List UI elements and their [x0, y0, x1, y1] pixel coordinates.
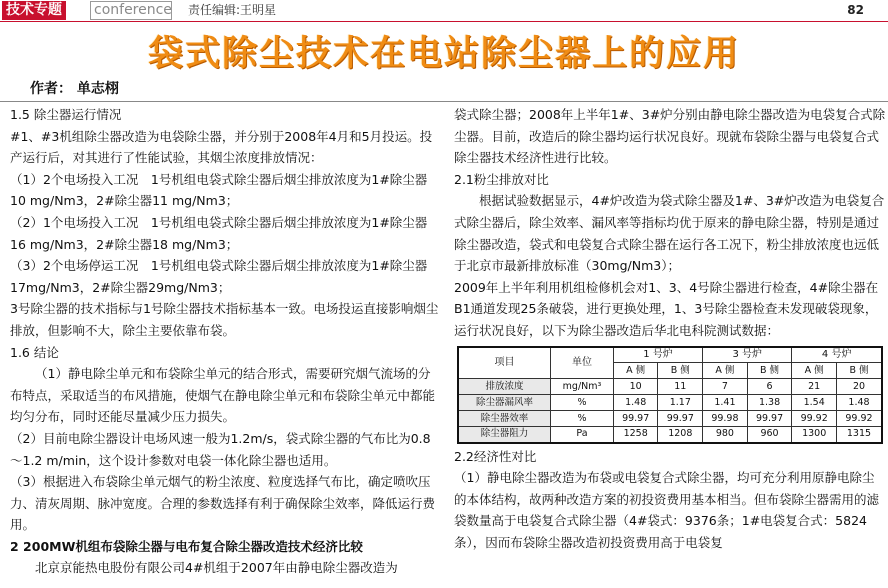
list-item: （3）根据进入布袋除尘单元烟气的粉尘浓度、粒度选择气布比，确定喷吹压力、清灰周期、脉冲宽度。合理的参数选择有利于确保除尘效率，降低运行费用。 — [10, 474, 436, 533]
section-heading: 1.6 结论 — [10, 344, 59, 360]
table-cell: 99.97 — [613, 411, 658, 427]
table-cell: 99.97 — [747, 411, 792, 427]
table-cell: 960 — [747, 427, 792, 443]
section-tag: 技术专题 — [2, 1, 66, 20]
table-header-side: A 侧 — [613, 363, 658, 379]
page-header — [0, 0, 888, 22]
table-cell: 980 — [703, 427, 748, 443]
paragraph: （1）静电除尘器改造为布袋或电袋复合式除尘器，均可充分利用原静电除尘的本体结构，故两种改造方案的初投资费用基本相当。但布袋除尘器需用的滤袋数量高于电袋复合式除尘器（4#袋式：9376条；1#电袋复合式：5824条），因而布袋除尘器改造初投资费用高于电袋复 — [454, 470, 880, 550]
row-label: 除尘器阻力 — [458, 427, 551, 443]
table-header-boiler: 1 号炉 — [613, 347, 702, 363]
list-item: （1）静电除尘单元和布袋除尘单元的结合形式，需要研究烟气流场的分布特点，采取适当的布风措施，使烟气在静电除尘单元和布袋除尘单元中都能均匀分布，同时还能尽量减少压力损失。 — [10, 366, 436, 425]
table-row — [458, 379, 882, 395]
table-cell: 99.92 — [792, 411, 837, 427]
table-cell: 99.98 — [703, 411, 748, 427]
list-item: （1）2个电场投入工况 1号机组电袋式除尘器后烟尘排放浓度为1#除尘器10 mg/Nm3，2#除尘器11 mg/Nm3； — [10, 171, 428, 209]
table-cell: 1.54 — [792, 395, 837, 411]
table-row — [458, 395, 882, 411]
row-unit: % — [551, 395, 614, 411]
paragraph: 根据试验数据显示，4#炉改造为袋式除尘器及1#、3#炉改造为电袋复合式除尘器后，除尘效率、漏风率等指标均优于原来的静电除尘器，特别是通过除尘器改造，袋式和电袋复合式除尘器在运行各工况下，粉尘排放浓度也远低于北京市最新排放标准（30mg/Nm3）； — [454, 193, 885, 274]
paragraph: 2009年上半年利用机组检修机会对1、3、4号除尘器进行检查，4#除尘器在B1通道发现25条破袋，进行更换处理，1、3号除尘器检查未发现破袋现象，运行状况良好，以下为除尘器改造后华北电科院测试数据： — [454, 279, 879, 338]
list-item: （3）2个电场停运工况 1号机组电袋式除尘器后烟尘排放浓度为1#除尘器17mg/Nm3，2#除尘器29mg/Nm3； — [10, 258, 428, 295]
right-column — [454, 104, 886, 554]
row-unit: Pa — [551, 427, 614, 443]
table-header-side: B 侧 — [658, 363, 703, 379]
table-cell: 7 — [703, 379, 748, 395]
table-cell: 10 — [613, 379, 658, 395]
paragraph: 3号除尘器的技术指标与1号除尘器技术指标基本一致。电场投运直接影响烟尘排放，但影响不大，除尘主要依靠布袋。 — [10, 301, 439, 338]
table-cell: 6 — [747, 379, 792, 395]
table-cell: 1.48 — [613, 395, 658, 411]
author-divider — [0, 101, 888, 102]
test-data-table — [457, 346, 883, 444]
editor-credit: 责任编辑:王明星 — [188, 3, 277, 17]
table-cell: 1.41 — [703, 395, 748, 411]
table-cell: 1315 — [836, 427, 882, 443]
table-cell: 20 — [836, 379, 882, 395]
row-unit: % — [551, 411, 614, 427]
table-cell: 1.38 — [747, 395, 792, 411]
table-cell: 99.97 — [658, 411, 703, 427]
article-author: 作者： 单志栩 — [30, 81, 119, 97]
page-number: 82 — [847, 3, 864, 17]
table-row — [458, 427, 882, 443]
section-heading: 2 200MW机组布袋除尘器与电布复合除尘器改造技术经济比较 — [10, 538, 363, 554]
row-unit: mg/Nm³ — [551, 379, 614, 395]
table-header-side: B 侧 — [747, 363, 792, 379]
list-item: （2）1个电场投入工况 1号机组电袋式除尘器后烟尘排放浓度为1#除尘器16 mg/Nm3，2#除尘器18 mg/Nm3； — [10, 214, 428, 252]
table-row — [458, 411, 882, 427]
conference-label: conference — [90, 1, 172, 20]
section-heading: 1.5 除尘器运行情况 — [10, 107, 122, 122]
paragraph: #1、#3机组除尘器改造为电袋除尘器，并分别于2008年4月和5月投运。投产运行后，对其进行了性能试验，其烟尘浓度排放情况： — [10, 128, 433, 166]
row-label: 排放浓度 — [458, 379, 551, 395]
table-header-item: 项目 — [458, 347, 551, 379]
table-header-side: B 侧 — [836, 363, 882, 379]
table-cell: 21 — [792, 379, 837, 395]
row-label: 除尘器漏风率 — [458, 395, 551, 411]
table-cell: 1300 — [792, 427, 837, 443]
article-title: 袋式除尘技术在电站除尘器上的应用 — [147, 34, 740, 74]
table-header-side: A 侧 — [703, 363, 748, 379]
section-heading: 2.2经济性对比 — [454, 448, 537, 464]
table-cell: 11 — [658, 379, 703, 395]
table-cell: 1258 — [613, 427, 658, 443]
table-header-boiler: 4 号炉 — [792, 347, 882, 363]
table-header-boiler: 3 号炉 — [703, 347, 792, 363]
paragraph: 袋式除尘器；2008年上半年1#、3#炉分别由静电除尘器改造为电袋复合式除尘器。目前，改造后的除尘器均运行状况良好。现就布袋除尘器与电袋复合式除尘器技术经济性进行比较。 — [454, 107, 886, 166]
table-cell: 99.92 — [836, 411, 882, 427]
table-header-side: A 侧 — [792, 363, 837, 379]
list-item: （2）目前电除尘器设计电场风速一般为1.2m/s，袋式除尘器的气布比为0.8～1.2 m/min，这个设计参数对电袋一体化除尘器也适用。 — [10, 430, 431, 468]
table-cell: 1.17 — [658, 395, 703, 411]
section-heading: 2.1粉尘排放对比 — [454, 171, 549, 187]
header-divider — [0, 21, 888, 22]
table-header-unit: 单位 — [551, 347, 614, 379]
table-cell: 1208 — [658, 427, 703, 443]
paragraph: 北京京能热电股份有限公司4#机组于2007年由静电除尘器改造为 — [35, 560, 398, 576]
left-column — [10, 104, 440, 579]
table-cell: 1.48 — [836, 395, 882, 411]
row-label: 除尘器效率 — [458, 411, 551, 427]
